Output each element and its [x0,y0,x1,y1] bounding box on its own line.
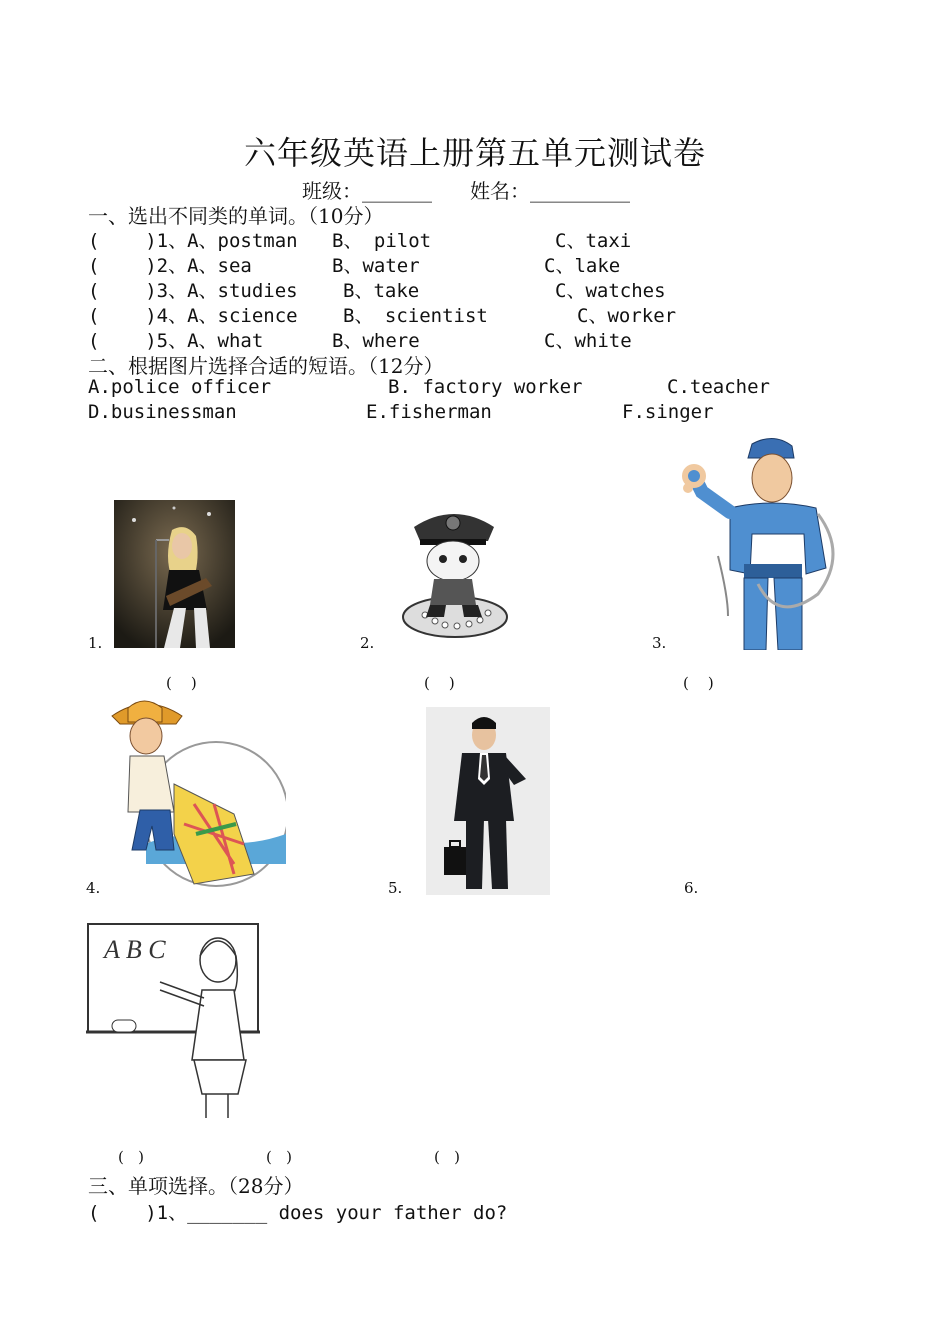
option-c: C.teacher [667,376,770,398]
section3-heading: 三、单项选择。（28分） [88,1174,304,1198]
q5-c: C、white [544,330,632,352]
answer-bracket-3[interactable]: ( ) [683,674,714,692]
q1-a: ( )1、A、postman [88,230,298,252]
teacher-sketch [86,920,272,1128]
q4-a: ( )4、A、science [88,305,298,327]
factory-worker-cartoon [678,436,843,650]
picture-label-1: 1. [88,634,103,652]
option-a: A.police officer [88,376,272,398]
police-officer-cartoon [400,505,510,640]
svg-text:A B C: A B C [104,935,166,964]
picture-label-4: 4. [86,879,101,897]
picture-label-3: 3. [652,634,667,652]
businessman-photo [426,707,550,895]
answer-bracket-5[interactable]: ( ) [266,1148,293,1166]
section1-heading: 一、选出不同类的单词。（10分） [88,204,384,228]
name-field: 姓名：__________ [470,179,630,203]
q3-c: C、watches [555,280,666,302]
answer-bracket-6[interactable]: ( ) [434,1148,461,1166]
q2-c: C、lake [544,255,621,277]
page-title: 六年级英语上册第五单元测试卷 [243,134,706,172]
answer-bracket-4[interactable]: ( ) [118,1148,145,1166]
q5-b: B、where [332,330,420,352]
picture-label-5: 5. [388,879,403,897]
singer-photo [114,500,235,648]
answer-bracket-2[interactable]: ( ) [424,674,455,692]
q3-a: ( )3、A、studies [88,280,298,302]
picture-label-6: 6. [684,879,699,897]
q2-b: B、water [332,255,420,277]
option-d: D.businessman [88,401,237,423]
option-e: E.fisherman [366,401,492,423]
q2-a: ( )2、A、sea [88,255,252,277]
option-f: F.singer [622,401,714,423]
q1-c: C、taxi [555,230,632,252]
picture-label-2: 2. [360,634,375,652]
q4-c: C、worker [577,305,677,327]
section2-heading: 二、根据图片选择合适的短语。（12分） [88,354,444,378]
answer-bracket-1[interactable]: ( ) [166,674,197,692]
option-b: B. factory worker [388,376,583,398]
q4-b: B、 scientist [343,305,488,327]
q1-b: B、 pilot [332,230,432,252]
q3-b: B、take [343,280,420,302]
fisherman-cartoon [104,694,286,889]
section3-question-1: ( )1、_______ does your father do? [88,1202,508,1224]
class-field: 班级：_______ [302,179,432,203]
q5-a: ( )5、A、what [88,330,264,352]
